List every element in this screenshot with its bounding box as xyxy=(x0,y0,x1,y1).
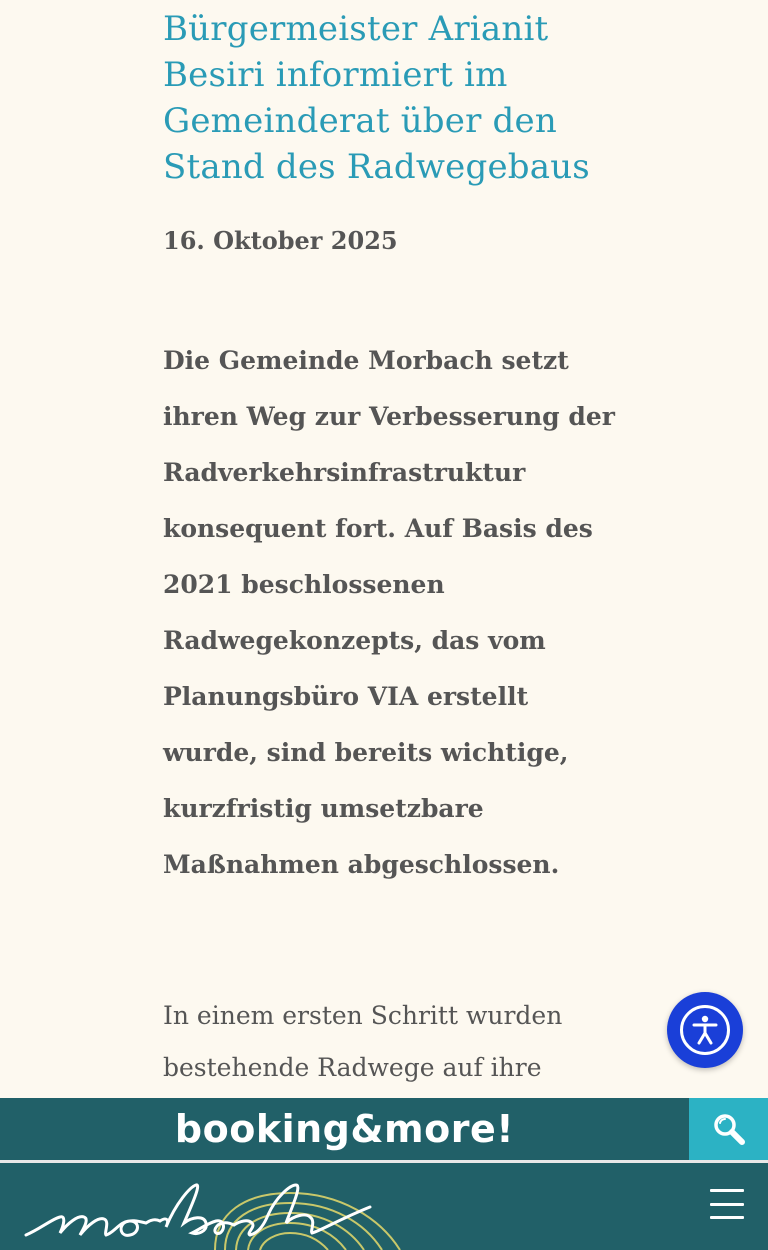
hamburger-menu-icon xyxy=(710,1203,744,1206)
menu-button[interactable] xyxy=(710,1189,744,1219)
lead-line: Radverkehrsinfrastruktur xyxy=(163,458,526,487)
search-icon xyxy=(711,1111,747,1147)
hamburger-menu-icon xyxy=(710,1189,744,1192)
article-body xyxy=(163,990,613,1094)
morbach-logo[interactable] xyxy=(20,1163,440,1250)
lead-line: Die Gemeinde Morbach setzt xyxy=(163,346,569,375)
lead-line: 2021 beschlossenen xyxy=(163,570,445,599)
booking-logo[interactable]: booking&more! xyxy=(174,1107,515,1151)
lead-line: kurzfristig umsetzbare xyxy=(163,794,484,823)
lead-line: wurde, sind bereits wichtige, xyxy=(163,738,569,767)
accessibility-icon xyxy=(680,1005,730,1055)
bottom-nav xyxy=(0,1163,768,1250)
accessibility-button[interactable] xyxy=(667,992,743,1068)
lead-line: Maßnahmen abgeschlossen. xyxy=(163,850,560,879)
article-date: 16. Oktober 2025 xyxy=(163,226,398,255)
logo-text: morbach xyxy=(20,1163,25,1164)
body-line: In einem ersten Schritt wurden xyxy=(163,1001,563,1030)
article-lead xyxy=(163,333,613,893)
lead-line: ihren Weg zur Verbesserung der xyxy=(163,402,615,431)
booking-bar xyxy=(0,1098,768,1160)
body-line: bestehende Radwege auf ihre xyxy=(163,1053,542,1082)
hamburger-menu-icon xyxy=(710,1216,744,1219)
lead-line: konsequent fort. Auf Basis des xyxy=(163,514,593,543)
lead-line: Radwegekonzepts, das vom xyxy=(163,626,546,655)
article-title: Bürgermeister Arianit Besiri informiert im Gemeinderat über den Stand des Radwegebaus xyxy=(163,9,590,187)
booking-search-button[interactable] xyxy=(689,1098,768,1160)
lead-line: Planungsbüro VIA erstellt xyxy=(163,682,529,711)
